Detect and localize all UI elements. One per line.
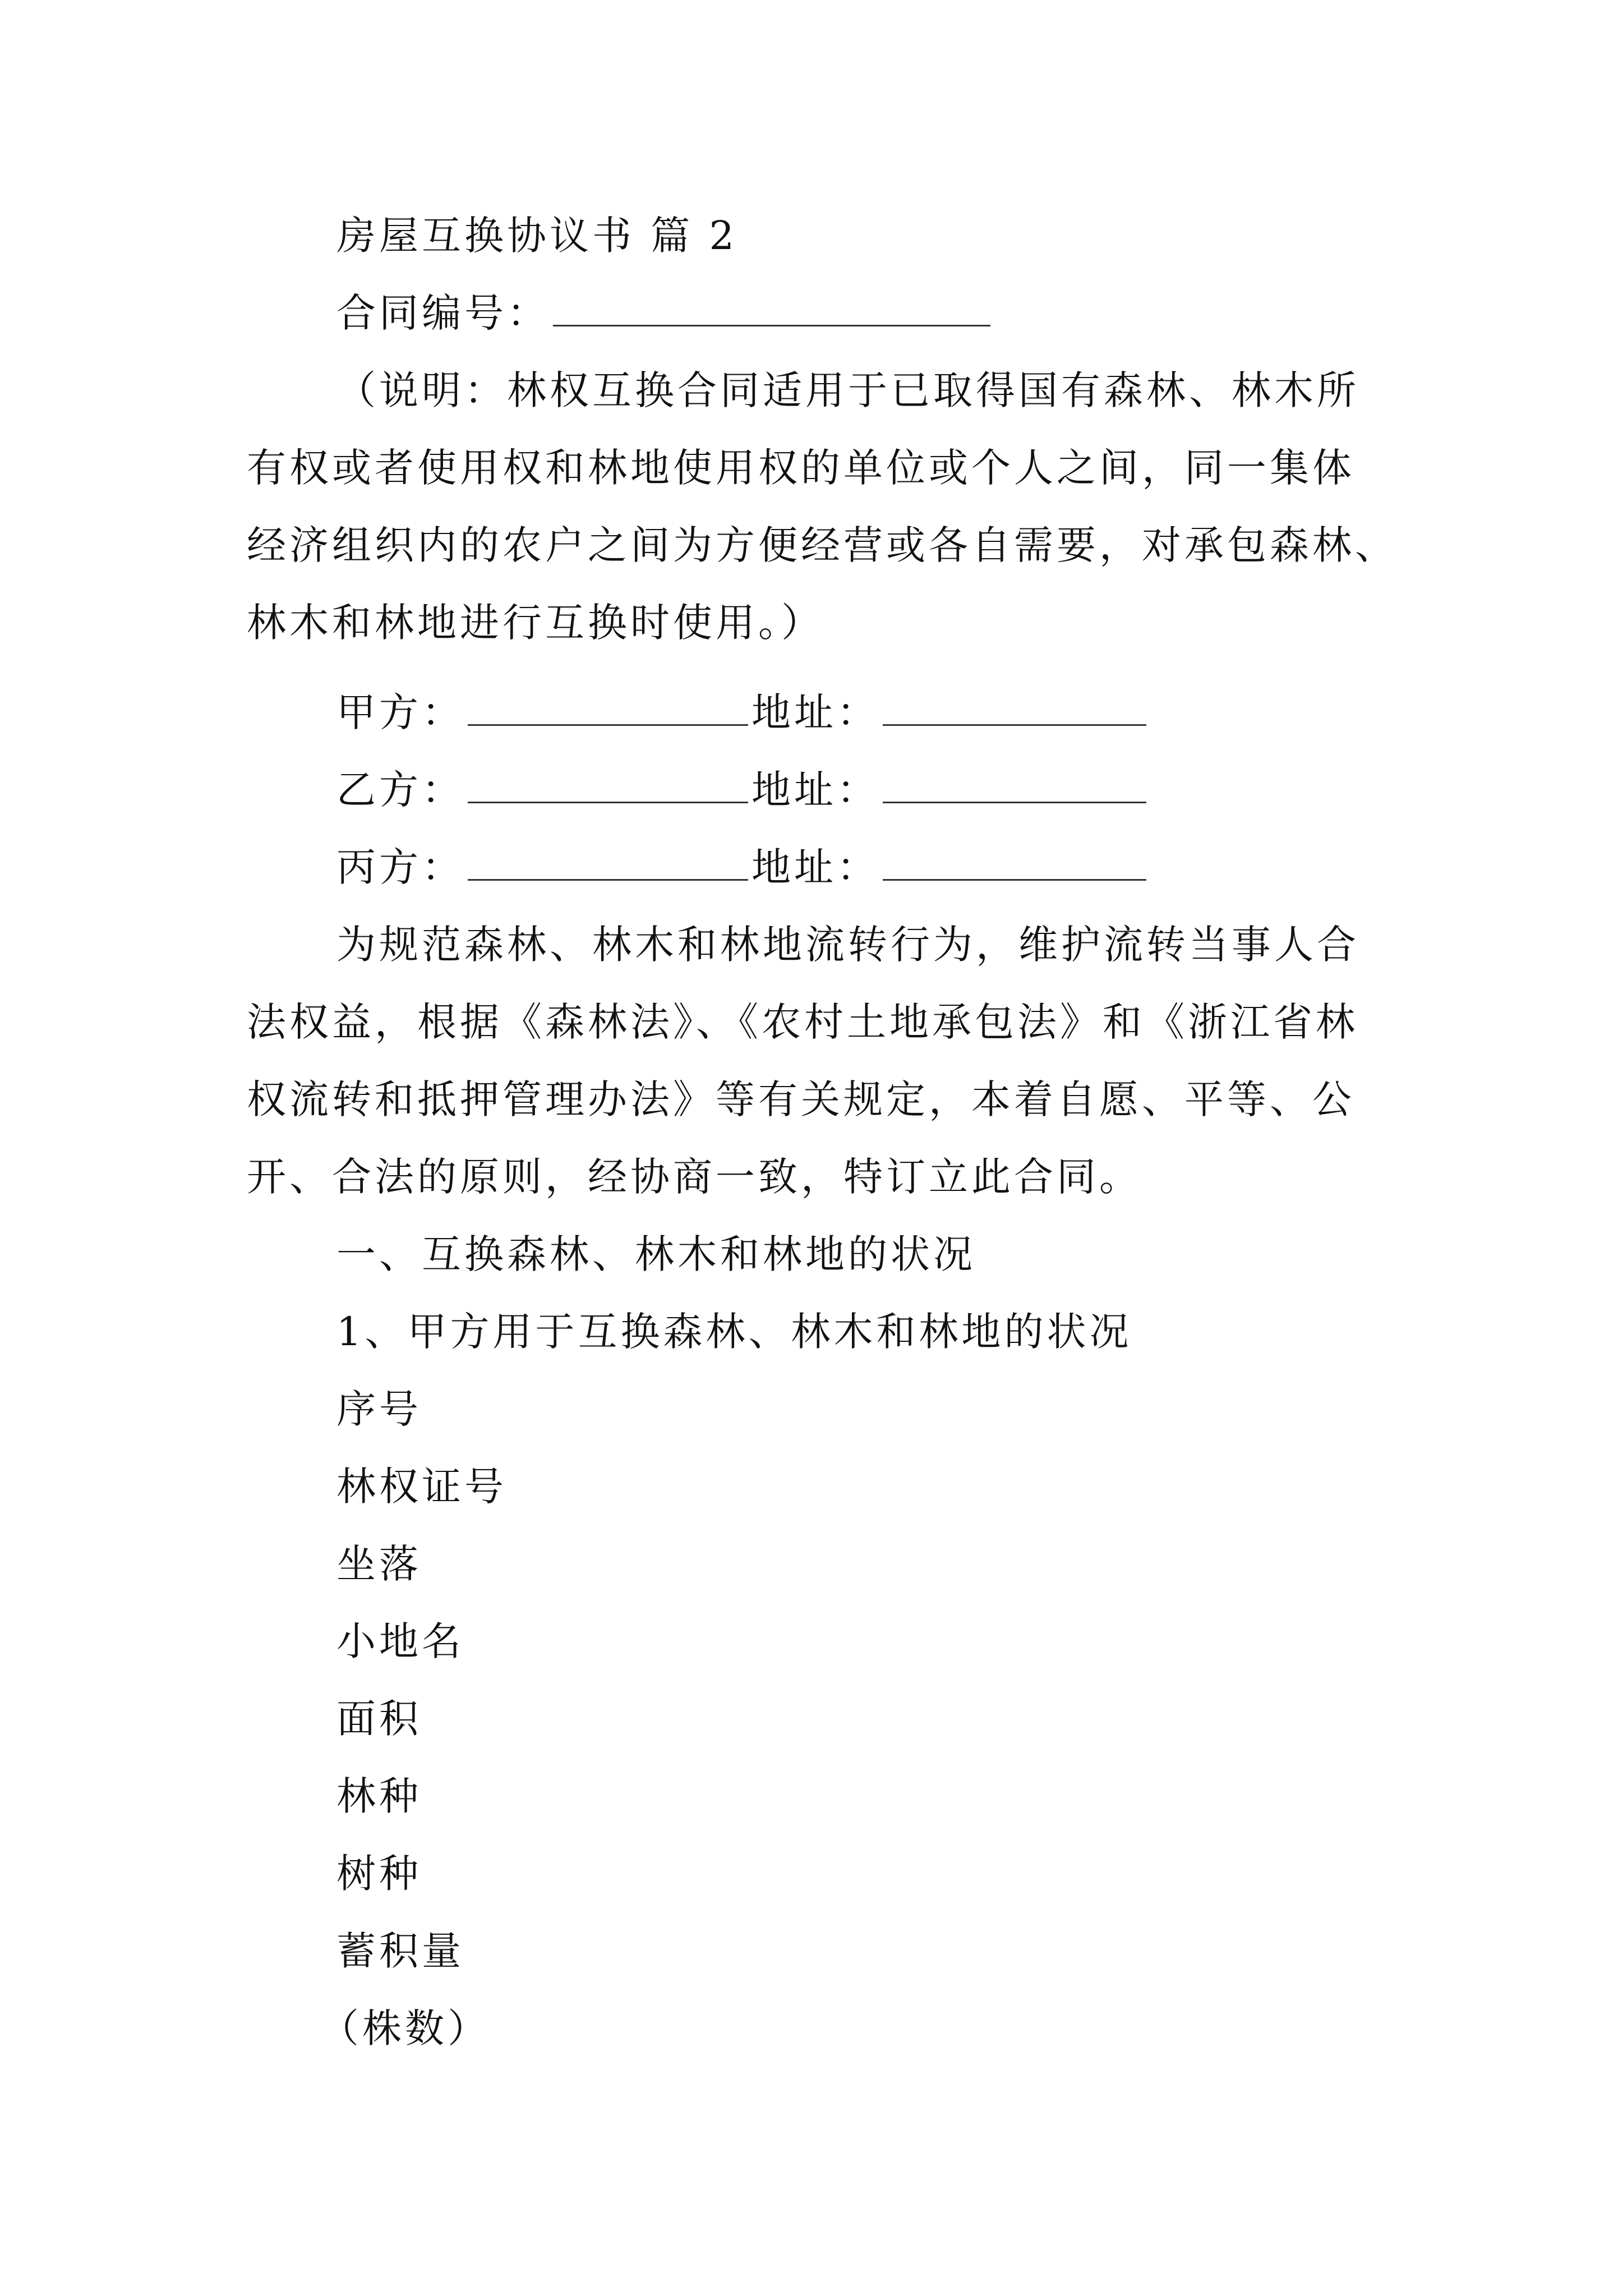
note-line-1: （说明：林权互换合同适用于已取得国有森林、林木所 [336, 367, 1359, 413]
party-c-label: 丙方： [336, 844, 464, 890]
party-b-address-label: 地址： [751, 767, 879, 813]
preamble-line-1: 为规范森林、林木和林地流转行为，维护流转当事人合 [336, 922, 1359, 968]
party-a-address-label: 地址： [751, 689, 879, 735]
party-b-blank[interactable] [468, 767, 748, 803]
party-c-address-label: 地址： [751, 844, 879, 890]
document-title: 房屋互换协议书 篇 2 [336, 213, 738, 259]
party-b-row [336, 762, 1150, 818]
note-line-3: 经济组织内的农户之间为方便经营或各自需要，对承包森林、 [247, 522, 1398, 568]
table-header-area: 面积 [336, 1696, 422, 1742]
party-a-label: 甲方： [336, 689, 464, 735]
section-1-heading: 一、互换森林、林木和林地的状况 [336, 1231, 976, 1277]
party-c-blank[interactable] [468, 844, 748, 881]
contract-number-label: 合同编号： [336, 290, 550, 336]
note-line-4: 林木和林地进行互换时使用。） [247, 600, 824, 646]
table-header-plant-count: （株数） [320, 2005, 490, 2051]
preamble-line-3: 权流转和抵押管理办法》等有关规定，本着自愿、平等、公 [247, 1076, 1355, 1122]
table-header-location: 坐落 [336, 1541, 422, 1587]
preamble-line-2: 法权益，根据《森林法》、《农村土地承包法》和《浙江省林 [247, 999, 1358, 1045]
preamble-line-4: 开、合法的原则，经协商一致，特订立此合同。 [247, 1154, 1142, 1200]
table-header-forest-type: 林种 [336, 1773, 422, 1819]
party-b-label: 乙方： [336, 767, 464, 813]
subsection-1-heading: 1、甲方用于互换森林、林木和林地的状况 [336, 1309, 1132, 1355]
contract-number-row [336, 285, 994, 341]
party-a-blank[interactable] [468, 689, 748, 726]
party-b-address-blank[interactable] [883, 767, 1146, 803]
table-header-place-name: 小地名 [336, 1618, 464, 1664]
table-header-forest-cert: 林权证号 [336, 1464, 507, 1510]
table-header-tree-species: 树种 [336, 1851, 422, 1897]
note-line-2: 有权或者使用权和林地使用权的单位或个人之间，同一集体 [247, 445, 1355, 491]
party-c-row [336, 839, 1150, 895]
table-header-serial: 序号 [336, 1386, 422, 1432]
contract-number-blank[interactable] [553, 290, 990, 326]
party-a-address-blank[interactable] [883, 689, 1146, 726]
table-header-stock-volume: 蓄积量 [336, 1928, 464, 1974]
party-a-row [336, 684, 1150, 740]
party-c-address-blank[interactable] [883, 844, 1146, 881]
